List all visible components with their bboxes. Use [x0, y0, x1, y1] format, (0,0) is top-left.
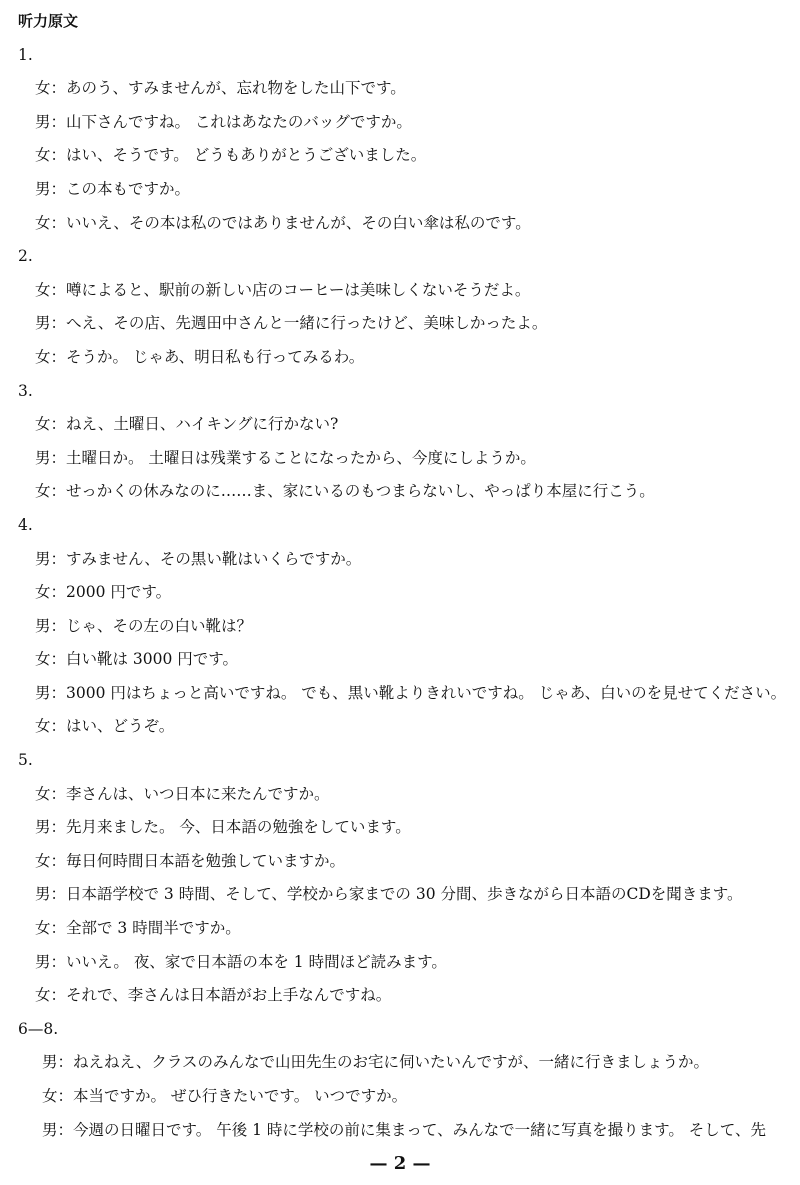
dialogue-line: 男：じゃ、その左の白い靴は？	[35, 616, 253, 635]
dialogue-line: 女：噂によると、駅前の新しい店のコーヒーは美味しくないそうだよ。	[35, 280, 531, 299]
dialogue-line: 女：ねえ、土曜日、ハイキングに行かない?	[35, 415, 339, 434]
section-number: 3.	[18, 381, 33, 400]
dialogue-line: 男：3000 円はちょっと高いですね。 でも、黒い靴よりきれいですね。 じゃあ、白いのを見せてください。	[35, 683, 787, 702]
dialogue-line: 女：いいえ、その本は私のではありませんが、その白い傘は私のです。	[35, 213, 531, 232]
dialogue-line: 男：へえ、その店、先週田中さんと一緒に行ったけど、美味しかったよ。	[35, 314, 548, 333]
section-number: 2.	[18, 247, 33, 266]
dialogue-line: 女：はい、どうぞ。	[35, 717, 175, 736]
section-number: 5.	[18, 751, 33, 770]
section-number: 6—8.	[18, 1019, 59, 1038]
dialogue-line: 女：李さんは、いつ日本に来たんですか。	[35, 784, 330, 803]
section-number: 4.	[18, 515, 33, 534]
dialogue-line: 男：ねえねえ、クラスのみんなで山田先生のお宅に伺いたいんですが、一緒に行きましょうか。	[42, 1053, 709, 1072]
dialogue-line: 女：そうか。 じゃあ、明日私も行ってみるわ。	[35, 347, 365, 366]
dialogue-line: 女：2000 円です。	[35, 583, 172, 602]
section-number: 1.	[18, 45, 33, 64]
dialogue-line: 男：この本もですか。	[35, 179, 191, 198]
dialogue-line: 女：本当ですか。 ぜひ行きたいです。 いつですか。	[42, 1087, 408, 1105]
dialogue-line: 女：全部で 3 時間半ですか。	[35, 919, 241, 938]
dialogue-line: 女：白い靴は 3000 円です。	[35, 650, 239, 669]
dialogue-line: 男：すみません、その黒い靴はいくらですか。	[35, 549, 362, 568]
page-number: — 2 —	[369, 1153, 431, 1175]
page-title: 听力原文	[18, 12, 79, 30]
dialogue-line: 男：山下さんですね。 これはあなたのバッグですか。	[35, 112, 412, 131]
dialogue-line: 男：いいえ。 夜、家で日本語の本を 1 時間ほど読みます。	[35, 952, 447, 971]
dialogue-line: 女：毎日何時間日本語を勉強していますか。	[35, 851, 346, 870]
dialogue-line: 男：土曜日か。 土曜日は残業することになったから、今度にしようか。	[35, 448, 536, 467]
dialogue-line: 男：日本語学校で 3 時間、そして、学校から家までの 30 分間、歩きながら日本語のCDを聞きます。	[35, 885, 743, 904]
dialogue-line: 女：はい、そうです。 どうもありがとうございました。	[35, 146, 427, 165]
dialogue-line: 女：あのう、すみませんが、忘れ物をした山下です。	[35, 79, 406, 98]
dialogue-line: 男：先月来ました。 今、日本語の勉強をしています。	[35, 818, 411, 837]
dialogue-line: 男：今週の日曜日です。 午後 1 時に学校の前に集まって、みんなで一緒に写真を撮ります。 そして、先	[42, 1120, 766, 1139]
dialogue-line: 女：それで、李さんは日本語がお上手なんですね。	[35, 986, 392, 1005]
dialogue-line: 女：せっかくの休みなのに……ま、家にいるのもつまらないし、やっぱり本屋に行こう。	[35, 482, 655, 501]
